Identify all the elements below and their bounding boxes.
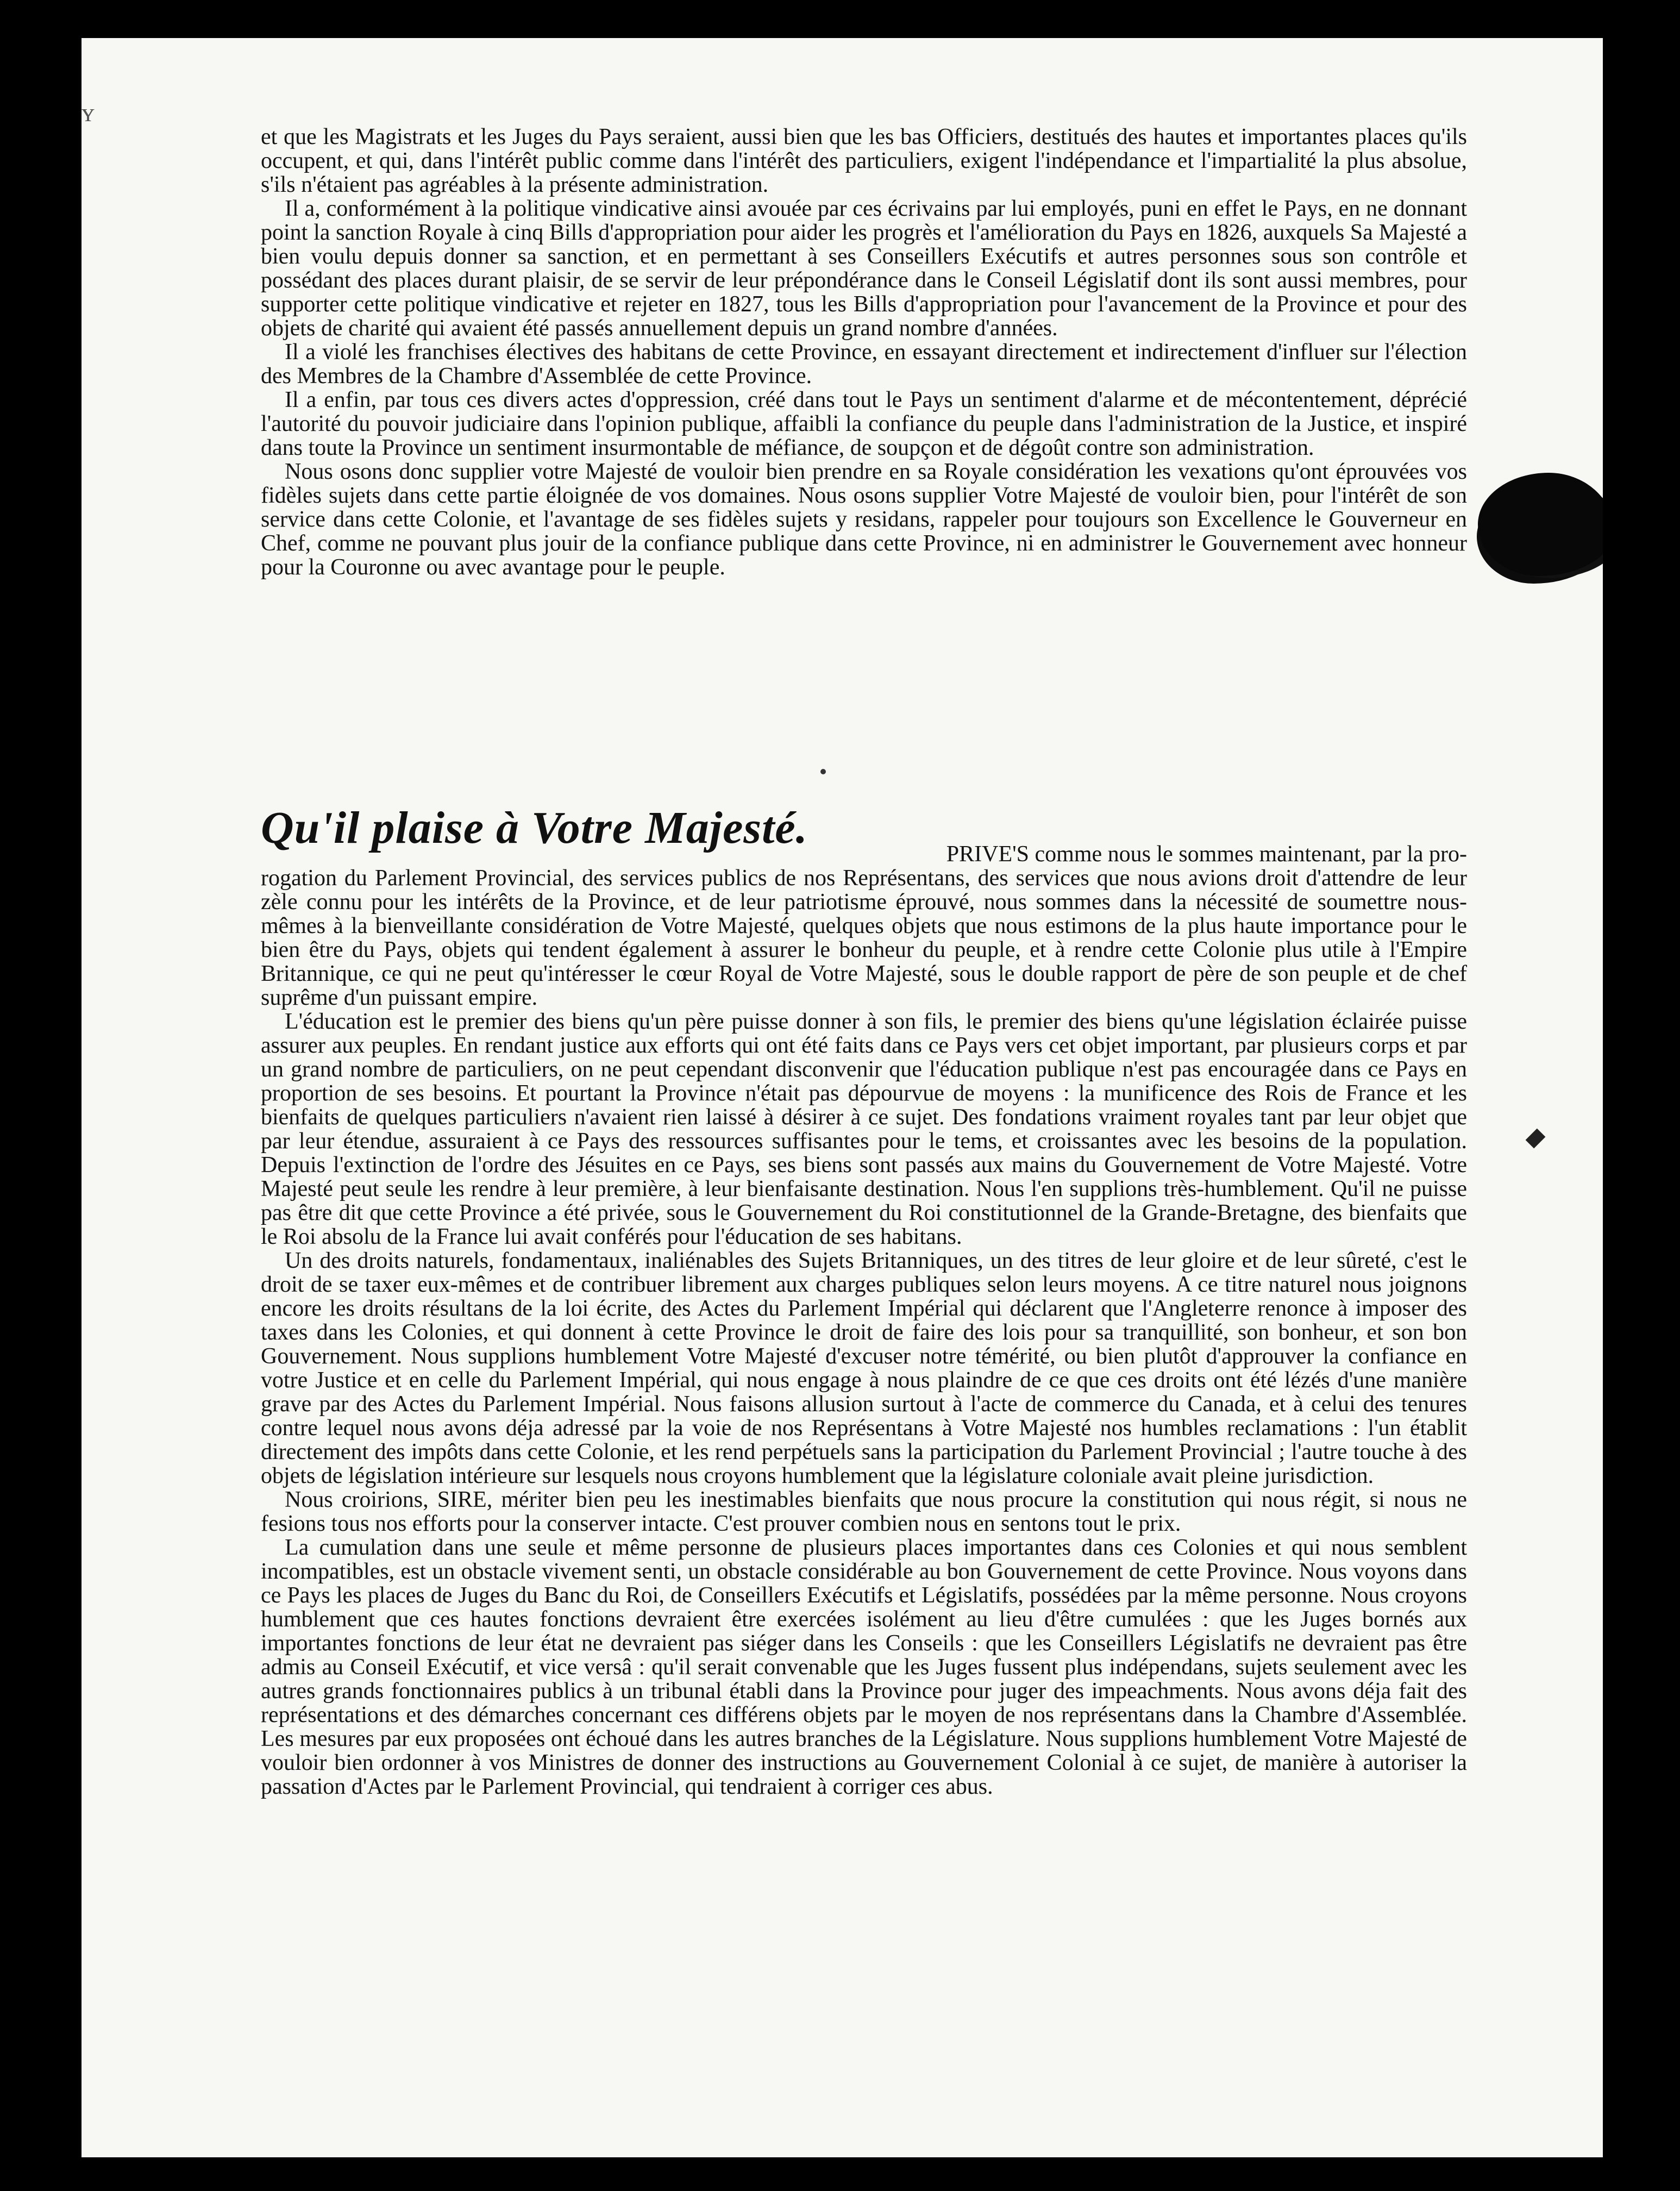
paragraph: Un des droits naturels, fondamentaux, inaliénables des Sujets Britanniques, un des titres de leur gloire et de leur sûreté, c'est le droit de se taxer eux-mêmes et de contribuer librement aux charges publiques selon leurs moyens. A ce titre naturel nous joignons encore les droits résultans de la loi écrite, des Actes du Parlement Impérial qui déclarent que l'Angleterre renonce à imposer des taxes dans les Colonies, et qui donnent à cette Province le droit de faire des lois pour sa tranquillité, son bonheur, et son bon Gouvernement. Nous supplions humblement Votre Majesté d'excuser notre témérité, ou bien plutôt d'approuver la confiance en votre Justice et en celle du Parlement Impérial, qui nous engage à nous plaindre de ce que ces droits ont été lézés d'une manière grave par des Actes du Parlement Impérial. Nous faisons allusion surtout à l'acte de commerce du Canada, et à celui des tenures contre lequel nous avons déja adressé par la voie de nos Représentans à Votre Majesté nos humbles reclamations : l'un établit directement des impôts dans cette Colonie, et les rend perpétuels sans la participation du Parlement Provincial ; l'autre touche à des objets de législation intérieure sur lesquels nous croyons humblement que la législature coloniale avait pleine jurisdiction. xyxy=(261,1248,1467,1488)
section-heading: Qu'il plaise à Votre Majesté. xyxy=(261,803,808,853)
ink-mark xyxy=(1526,1129,1546,1149)
paragraph: et que les Magistrats et les Juges du Pays seraient, aussi bien que les bas Officiers, destitués des hautes et importantes places qu'ils occupent, et qui, dans l'intérêt public comme dans l'intérêt des particuliers, exigent l'indépendance et l'impartialité la plus absolue, s'ils n'étaient pas agréables à la présente administration. xyxy=(261,124,1467,197)
paragraph: Nous osons donc supplier votre Majesté de vouloir bien prendre en sa Royale considération les vexations qu'ont éprouvées vos fidèles sujets dans cette partie éloignée de vos domaines. Nous osons supplier Votre Majesté de vouloir bien, pour l'intérêt de son service dans cette Colonie, et l'avantage de ses fidèles sujets y residans, rappeler pour toujours son Excellence le Gouverneur en Chef, comme ne pouvant plus jouir de la confiance publique dans cette Province, ni en administrer le Gouvernement avec honneur pour la Couronne ou avec avantage pour le peuple. xyxy=(261,459,1467,580)
paragraph: rogation du Parlement Provincial, des services publics de nos Représentans, des services que nous avions droit d'attendre de leur zèle connu pour les intérêts de la Province, et de leur patriotisme éprouvé, nous sommes dans la nécessité de soumettre nous-mêmes à la bienveillante considération de Votre Majesté, quelques objets que nous estimons de la plus haute importance pour le bien être du Pays, objets qui tendent également à assurer le bonheur du peuple, et à rendre cette Colonie plus utile à l'Empire Britannique, ce qui ne peut qu'intéresser le cœur Royal de Votre Majesté, sous le double rapport de père de son peuple et de chef suprême d'un puissant empire. xyxy=(261,866,1467,1010)
paragraph: Il a, conformément à la politique vindicative ainsi avouée par ces écrivains par lui employés, puni en effet le Pays, en ne donnant point la sanction Royale à cinq Bills d'appropriation pour aider les progrès et l'amélioration du Pays en 1826, auxquels Sa Majesté a bien voulu depuis donner sa sanction, et en permettant à ses Conseillers Exécutifs et autres personnes sous son contrôle et possédant des places durant plaisir, de se servir de leur prépondérance dans le Conseil Législatif dont ils sont aussi membres, pour supporter cette politique vindicative et rejeter en 1827, tous les Bills d'appropriation pour l'avancement de la Province et pour des objets de charité qui avaient été passés annuellement depuis un grand nombre d'années. xyxy=(261,196,1467,341)
opening-line: PRIVE'S comme nous le sommes maintenant, par la pro- xyxy=(946,842,1467,867)
paragraph: Il a violé les franchises électives des habitans de cette Province, en essayant directement et indirectement d'influer sur l'élection des Membres de la Chambre d'Assemblée de cette Province. xyxy=(261,340,1467,389)
paragraph: La cumulation dans une seule et même personne de plusieurs places importantes dans ces Colonies et qui nous semblent incompatibles, est un obstacle vivement senti, un obstacle considérable au bon Gouvernement de cette Province. Nous voyons dans ce Pays les places de Juges du Banc du Roi, de Conseillers Exécutifs et Législatifs, possédées par la même personne. Nous croyons humblement que ces hautes fonctions devraient être exercées isolément au lieu d'être cumulées : que les Juges bornés aux importantes fonctions de leur état ne devraient pas siéger dans les Conseils : que les Conseillers Législatifs ne devraient pas être admis au Conseil Exécutif, et vice versâ : qu'il serait convenable que les Juges fussent plus indépendans, sujets seulement avec les autres grands fonctionnaires publics à un tribunal établi dans la Province pour juger des impeachments. Nous avons déja fait des représentations et des démarches concernant ces différens objets par le moyen de nos représentans dans la Chambre d'Assemblée. Les mesures par eux proposées ont échoué dans les autres branches de la Législature. Nous supplions humblement Votre Majesté de vouloir bien ordonner à vos Ministres de donner des instructions au Gouvernement Colonial à ce sujet, de manière à autoriser la passation d'Actes par le Parlement Provincial, qui tendraient à corriger ces abus. xyxy=(261,1535,1467,1799)
paragraph: Il a enfin, par tous ces divers actes d'oppression, créé dans tout le Pays un sentiment d'alarme et de mécontentement, déprécié l'autorité du pouvoir judiciaire dans l'opinion publique, affaibli la confiance du peuple dans l'administration de la Justice, et inspiré dans toute la Province un sentiment insurmontable de méfiance, de soupçon et de dégoût contre son administration. xyxy=(261,387,1467,460)
margin-mark: ʏ xyxy=(82,98,95,127)
ink-stain xyxy=(1478,473,1603,576)
paragraph: L'éducation est le premier des biens qu'un père puisse donner à son fils, le premier des biens qu'une législation éclairée puisse assurer aux peuples. En rendant justice aux efforts qui ont été faits dans ce Pays vers cet objet important, par plusieurs corps et par un grand nombre de particuliers, on ne peut cependant disconvenir que l'éducation publique n'est pas encouragée dans ce Pays en proportion de ses besoins. Et pourtant la Province n'était pas dépourvue de moyens : la munificence des Rois de France et les bienfaits de quelques particuliers n'avaient rien laissé à désirer à ce sujet. Des fondations vraiment royales tant par leur objet que par leur étendue, assuraient à ce Pays des ressources suffisantes pour le tems, et croissantes avec les besoins de la population. Depuis l'extinction de l'ordre des Jésuites en ce Pays, ses biens sont passés aux mains du Gouvernement de Votre Majesté. Votre Majesté peut seule les rendre à leur première, à leur bienfaisante destination. Nous l'en supplions très-humblement. Qu'il ne puisse pas être dit que cette Province a été privée, sous le Gouvernement du Roi constitutionnel de la Grande-Bretagne, des bienfaits que le Roi absolu de la France lui avait conférés pour l'éducation de ses habitans. xyxy=(261,1009,1467,1249)
paragraph: Nous croirions, SIRE, mériter bien peu les inestimables bienfaits que nous procure la constitution qui nous régit, si nous ne fesions tous nos efforts pour la conserver intacte. C'est prouver combien nous en sentons tout le prix. xyxy=(261,1487,1467,1536)
ink-dot xyxy=(820,769,826,774)
document-page xyxy=(82,38,1603,2157)
top-text-section xyxy=(261,125,1467,579)
bottom-text-section xyxy=(261,842,1467,1799)
